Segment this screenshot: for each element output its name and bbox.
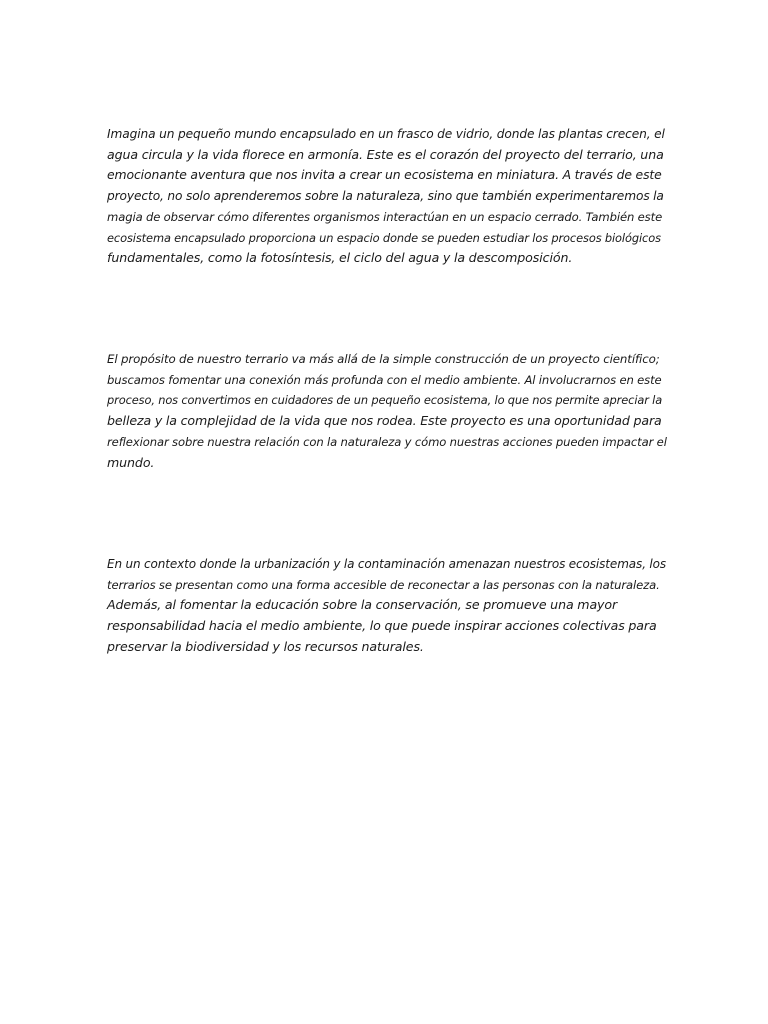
paragraph-line: proyecto, no solo aprenderemos sobre la naturaleza, sino que también experimentaremos la <box>107 189 664 204</box>
paragraph-line: Imagina un pequeño mundo encapsulado en un frasco de vidrio, donde las plantas crecen, el <box>107 127 665 141</box>
paragraph-line: fundamentales, como la fotosíntesis, el ciclo del agua y la descomposición. <box>107 250 573 266</box>
paragraph-line: emocionante aventura que nos invita a crear un ecosistema en miniatura. A través de este <box>107 167 662 183</box>
paragraph-line: ecosistema encapsulado proporciona un espacio donde se pueden estudiar los procesos biológicos <box>107 230 661 245</box>
paragraph-1 <box>107 124 667 269</box>
paragraph-line: mundo. <box>107 454 155 470</box>
paragraph-line: El propósito de nuestro terrario va más allá de la simple construcción de un proyecto científico; <box>107 352 660 366</box>
paragraph-3 <box>107 554 667 658</box>
paragraph-line: agua circula y la vida florece en armonía. Este es el corazón del proyecto del terrario, una <box>107 146 664 162</box>
paragraph-line: magia de observar cómo diferentes organismos interactúan en un espacio cerrado. También este <box>107 209 663 224</box>
paragraph-line: preservar la biodiversidad y los recursos naturales. <box>107 638 424 654</box>
paragraph-2 <box>107 349 667 473</box>
paragraph-line: buscamos fomentar una conexión más profunda con el medio ambiente. Al involucrarnos en este <box>107 372 662 387</box>
paragraph-line: belleza y la complejidad de la vida que nos rodea. Este proyecto es una oportunidad para <box>107 413 662 429</box>
paragraph-line: reflexionar sobre nuestra relación con la naturaleza y cómo nuestras acciones pueden impactar el <box>107 434 667 449</box>
paragraph-line: Además, al fomentar la educación sobre la conservación, se promueve una mayor <box>107 597 618 613</box>
paragraph-line: terrarios se presentan como una forma accesible de reconectar a las personas con la naturaleza. <box>107 577 660 592</box>
paragraph-line: responsabilidad hacia el medio ambiente, lo que puede inspirar acciones colectivas para <box>107 618 657 634</box>
paragraph-line: En un contexto donde la urbanización y la contaminación amenazan nuestros ecosistemas, los <box>107 557 667 571</box>
paragraph-line: proceso, nos convertimos en cuidadores de un pequeño ecosistema, lo que nos permite apreciar la <box>107 393 663 408</box>
